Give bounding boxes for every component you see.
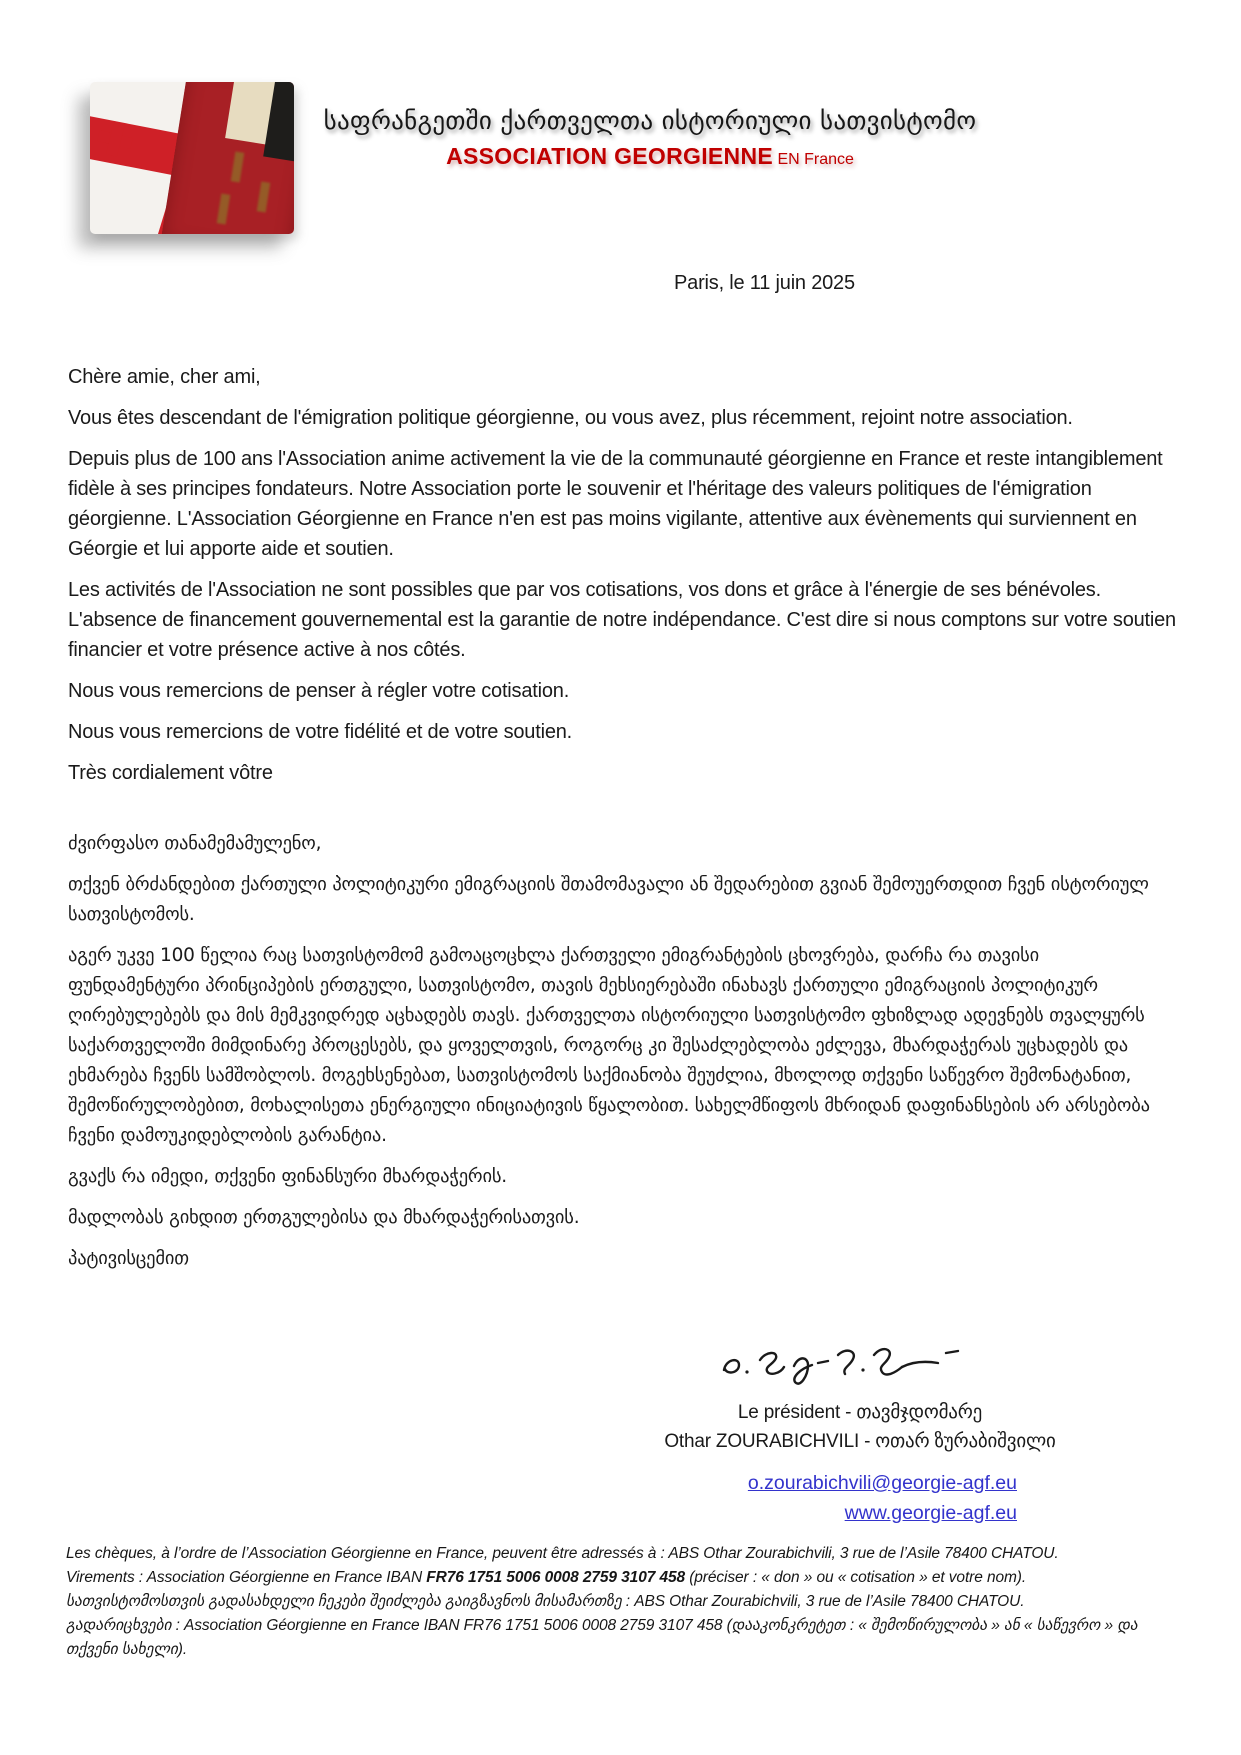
org-title-french <box>300 143 1000 170</box>
georgian-flags-photo <box>90 82 294 234</box>
letter-body <box>68 362 1176 1285</box>
footer-line-virements-ka: გადარიცხვები : Association Géorgienne en France IBAN FR76 1751 5006 0008 2759 3107 458 (დააკონკრეტეთ : « შემოწირულობა » ან « საწევრო » და თქვენი სახელი). <box>66 1617 1138 1658</box>
paragraph-french: Nous vous remercions de penser à régler votre cotisation. <box>68 680 570 702</box>
footer-line-virements-fr <box>66 1566 1182 1590</box>
footer-virements-prefix: Virements : Association Géorgienne en France IBAN <box>66 1569 427 1586</box>
footer-bank-details <box>66 1542 1182 1662</box>
letter-body-georgian <box>68 829 1176 1274</box>
footer-line-cheques-fr: Les chèques, à l’ordre de l’Association Géorgienne en France, peuvent être adressés à : ABS Othar Zourabichvili, 3 rue de l’Asile 78400 CHATOU. <box>66 1545 1059 1562</box>
footer-line-cheques-ka: სათვისტომოსთვის გადასახდელი ჩეკები შეიძლება გაიგზავნოს მისამართზე : ABS Othar Zourabichvili, 3 rue de l’Asile 78400 CHATOU. <box>66 1593 1025 1610</box>
contact-links <box>700 1468 1017 1528</box>
closing-georgian: პატივისცემით <box>68 1248 189 1269</box>
president-name: Othar ZOURABICHVILI - ოთარ ზურაბიშვილი <box>664 1431 1056 1452</box>
paragraph-french: Les activités de l'Association ne sont possibles que par vos cotisations, vos dons et grâce à l'énergie de ses bénévoles. L'absence de financement gouvernemental est la garantie de notre indépendance. C'est dire si nous comptons sur votre soutien financier et votre présence active à nos côtés. <box>68 579 1176 661</box>
signature-scrawl <box>714 1326 964 1392</box>
paragraph-georgian: თქვენ ბრძანდებით ქართული პოლიტიკური ემიგრაციის შთამომავალი ან შედარებით გვიან შემოუერთდით ჩვენ ისტორიულ სათვისტომოს. <box>68 874 1149 925</box>
paragraph-georgian: აგერ უკვე 100 წელია რაც სათვისტომომ გამოაცოცხლა ქართველი ემიგრანტების ცხოვრება, დარჩა რა თავისი ფუნდამენტური პრინციპების ერთგული, სათვისტომო, თავის მეხსიერებაში ინახავს ქართული ემიგრაციის პოლიტიკურ ღირებულებებს და მის მემკვიდრედ აცხადებს თავს. ქართველთა ისტორიული სათვისტომო ფხიზლად ადევნებს თვალყურს საქართველოში მიმდინარე პროცესებს, და ყოველთვის, როგორც კი შესაძლებლობა ეძლევა, მხარდაჭერას უცხადებს და ეხმარება ჩვენს სამშობლოს. მოგეხსენებათ, სათვისტომოს საქმიანობა შეუძლია, მხოლოდ თქვენი საწევრო შემონატანით, შემოწირულობებით, მოხალისეთა ენერგიული ინიციატივის წყალობით. სახელმწიფოს მხრიდან დაფინანსების არ არსებობა ჩვენი დამოუკიდებლობის გარანტია. <box>68 945 1150 1146</box>
paragraph-georgian: მადლობას გიხდით ერთგულებისა და მხარდაჭერისათვის. <box>68 1207 580 1228</box>
closing-french: Très cordialement vôtre <box>68 762 273 784</box>
iban-number: FR76 1751 5006 0008 2759 3107 458 <box>426 1569 686 1586</box>
paragraph-georgian: გვაქს რა იმედი, თქვენი ფინანსური მხარდაჭერის. <box>68 1166 507 1187</box>
footer-virements-suffix: (préciser : « don » ou « cotisation » et votre nom). <box>685 1569 1027 1586</box>
paragraph-french: Vous êtes descendant de l'émigration politique géorgienne, ou vous avez, plus récemment, rejoint notre association. <box>68 407 1073 429</box>
date-line: Paris, le 11 juin 2025 <box>674 272 855 294</box>
paragraph-french: Depuis plus de 100 ans l'Association anime activement la vie de la communauté géorgienne en France et reste intangiblement fidèle à ses principes fondateurs. Notre Association porte le souvenir et l'héritage des valeurs politiques de l'émigration géorgienne. L'Association Géorgienne en France n'en est pas moins vigilante, attentive aux évènements qui surviennent en Géorgie et lui apporte aide et soutien. <box>68 448 1163 560</box>
salutation-french: Chère amie, cher ami, <box>68 366 261 388</box>
paragraph-french: Nous vous remercions de votre fidélité et de votre soutien. <box>68 721 573 743</box>
president-title: Le président - თავმჯდომარე <box>737 1402 983 1423</box>
salutation-georgian: ძვირფასო თანამემამულენო, <box>68 833 322 854</box>
org-name-suffix: EN France <box>773 151 854 168</box>
signature-block <box>600 1398 1120 1456</box>
org-name: ASSOCIATION GEORGIENNE <box>446 143 773 169</box>
email-link[interactable]: o.zourabichvili@georgie-agf.eu <box>747 1472 1017 1494</box>
letterhead <box>300 106 1000 170</box>
handwritten-signature-image <box>714 1326 964 1392</box>
org-title-georgian: საფრანგეთში ქართველთა ისტორიული სათვისტომო <box>323 106 977 135</box>
website-link[interactable]: www.georgie-agf.eu <box>844 1502 1017 1524</box>
